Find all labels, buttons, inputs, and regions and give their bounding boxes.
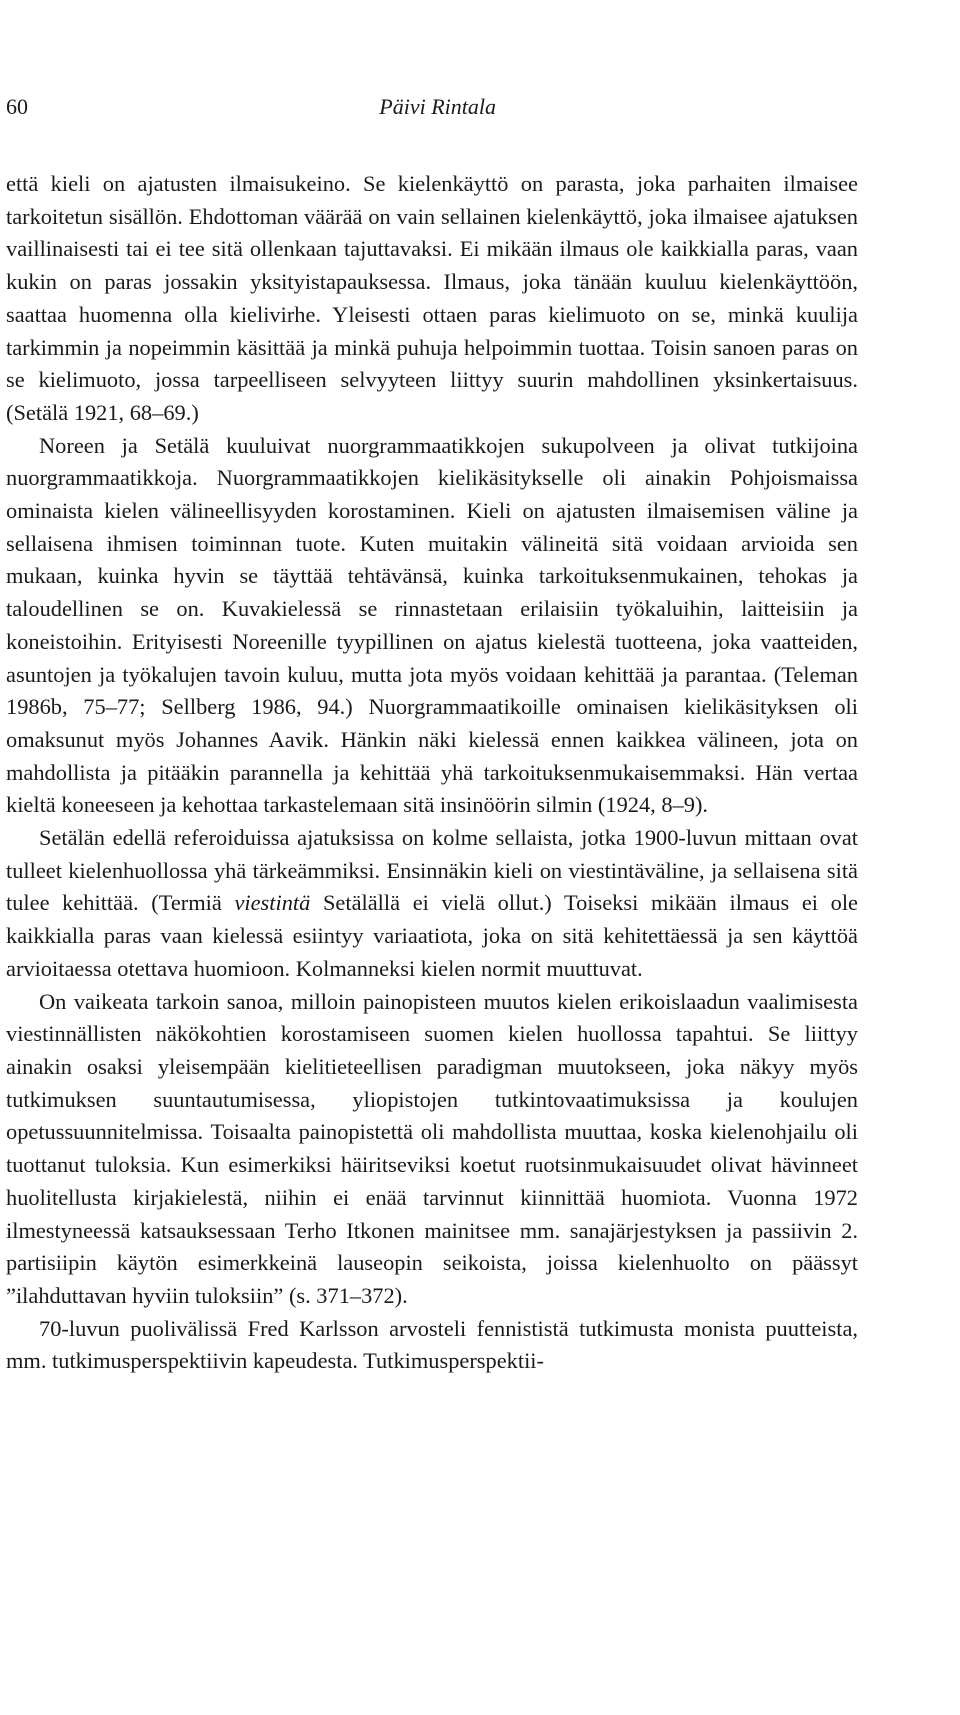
paragraph: 70-luvun puolivälissä Fred Karlsson arvosteli fennististä tutkimusta monista puutteista, mm. tutkimusperspektiivin kapeudesta. Tutkimusperspektii- [6, 1315, 858, 1374]
paragraph-text-part: Setälän edellä referoiduissa ajatuksissa on kolme sellaista, jotka 1900-luvun mittaan ovat tulleet kielenhuollossa yhä tärkeämmiksi. Ensinnäkin kieli on viestintäväline, ja sellaisena sitä tulee kehittää. (Termiä [6, 825, 858, 916]
body-text [6, 168, 858, 1378]
page-number: 60 [6, 94, 28, 119]
paragraph: Noreen ja Setälä kuuluivat nuorgrammaatikkojen sukupolveen ja olivat tutkijoina nuorgrammaatikkoja. Nuorgrammaatikkojen kielikäsitykselle oli ainakin Pohjoismaissa ominaista kielen välineellisyyden korostaminen. Kieli on ajatusten ilmaisemisen väline ja sellaisena ihmisen toiminnan tuote. Kuten muitakin välineitä sitä voidaan arvioida sen mukaan, kuinka hyvin se täyttää tehtävänsä, kuinka tarkoituksenmukainen, tehokas ja taloudellinen se on. Kuvakielessä se rinnastetaan erilaisiin työkaluihin, laitteisiin ja koneistoihin. Erityisesti Noreenille tyypillinen on ajatus kielestä tuotteena, joka vaatteiden, asuntojen ja työkalujen tavoin kuluu, mutta jota myös voidaan kehittää ja parantaa. (Teleman 1986b, 75–77; Sellberg 1986, 94.) Nuorgrammaatikoille ominaisen kielikäsityksen oli omaksunut myös Johannes Aavik. Hänkin näki kielessä ennen kaikkea välineen, jota on mahdollista ja pitääkin parannella ja kehittää yhä tarkoituksenmukaisemmaksi. Hän vertaa kieltä koneeseen ja kehottaa tarkastelemaan sitä insinöörin silmin (1924, 8–9). [6, 432, 858, 818]
paragraph-text-part: Setälällä ei vielä ollut.) Toiseksi mikään ilmaus ei ole kaikkialla paras vaan kielessä esiintyy variaatiota, joka on sitä kehitettäessä ja sen käyttöä arvioitaessa otettava huomioon. Kolmanneksi kielen normit muuttuvat. [6, 890, 858, 981]
paragraph-continued: että kieli on ajatusten ilmaisukeino. Se kielenkäyttö on parasta, joka parhaiten ilmaisee tarkoitetun sisällön. Ehdottoman väärää on vain sellainen kielenkäyttö, joka ilmaisee ajatuksen vaillinaisesti tai ei tee sitä ollenkaan tajuttavaksi. Ei mikään ilmaus ole kaikkialla paras, vaan kukin on paras jossakin yksityistapauksessa. Ilmaus, joka tänään kuuluu kielenkäyttöön, saattaa huomenna olla kielivirhe. Yleisesti ottaen paras kielimuoto on se, minkä kuulija tarkimmin ja nopeimmin käsittää ja minkä puhuja helpoimmin tuottaa. Toisin sanoen paras on se kielimuoto, jossa tarpeelliseen selvyyteen liittyy suurin mahdollinen yksinkertaisuus. (Setälä 1921, 68–69.) [6, 171, 858, 425]
paragraph [6, 822, 858, 986]
running-title: Päivi Rintala [379, 94, 496, 119]
paragraph: On vaikeata tarkoin sanoa, milloin painopisteen muutos kielen erikoislaadun vaalimisesta viestinnällisten näkökohtien korostamiseen suomen kielen huollossa tapahtui. Se liittyy ainakin osaksi yleisempään kielitieteellisen paradigman muutokseen, joka näkyy myös tutkimuksen suuntautumisessa, yliopistojen tutkintovaatimuksissa ja koulujen opetussuunnitelmissa. Toisaalta painopistettä oli mahdollista muuttaa, koska kielenohjailu oli tuottanut tuloksia. Kun esimerkiksi häiritseviksi koetut ruotsinmukaisuudet olivat hävinneet huolitellusta kirjakielestä, niihin ei enää tarvinnut kiinnittää huomiota. Vuonna 1972 ilmestyneessä katsauksessaan Terho Itkonen mainitsee mm. sanajärjestyksen ja passiivin 2. partisiipin käytön esimerkkeinä lauseopin seikoista, joissa kielenhuolto on päässyt ”ilahduttavan hyviin tuloksiin” (s. 371–372). [6, 988, 858, 1308]
running-head [6, 92, 496, 122]
italic-term: viestintä [234, 890, 311, 916]
